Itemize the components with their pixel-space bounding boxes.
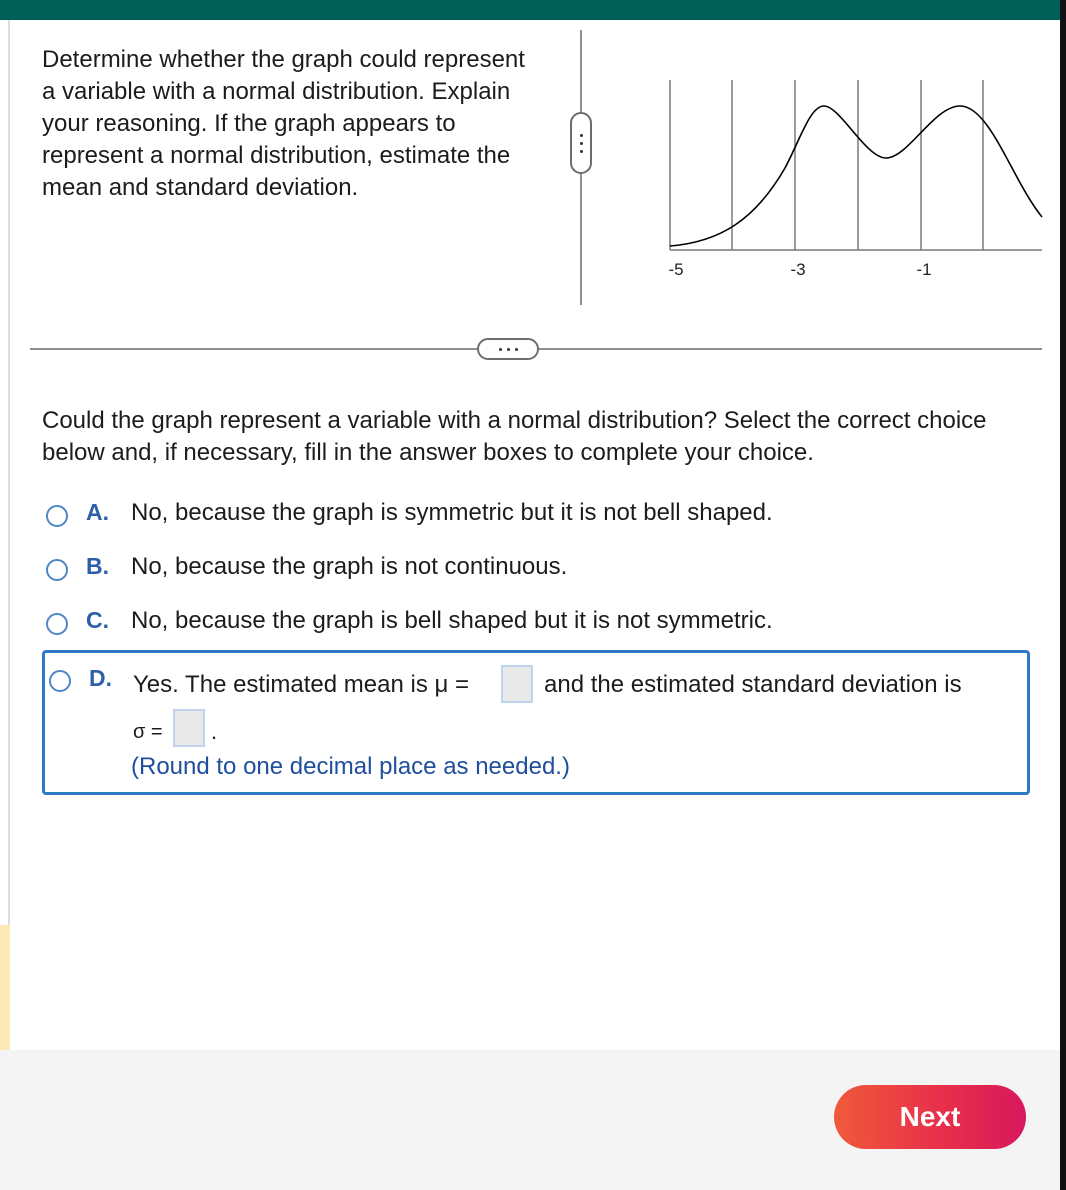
- left-accent-strip: [0, 925, 10, 1050]
- choice-text: No, because the graph is not continuous.: [131, 553, 568, 580]
- distribution-graph: [640, 60, 1060, 310]
- instruction-text: Could the graph represent a variable with a normal distribution? Select the correct choice below and, if necessary, fill in the answer boxes to complete your choice.: [42, 407, 987, 466]
- rounding-note: (Round to one decimal place as needed.): [131, 753, 570, 780]
- top-bar: [0, 0, 1066, 20]
- sigma-label: σ =: [133, 721, 163, 743]
- choice-letter: B.: [86, 553, 109, 579]
- choice-d[interactable]: [42, 650, 1030, 795]
- radio-button[interactable]: [46, 613, 68, 635]
- choice-text: Yes. The estimated mean is μ =: [133, 671, 470, 698]
- question-text: Determine whether the graph could represent a variable with a normal distribution. Explain your reasoning. If the graph appears to represent a normal distribution, estimate the mean and standard deviation.: [42, 46, 525, 201]
- left-border: [8, 20, 10, 1050]
- x-tick-label: -5: [668, 260, 684, 279]
- period: .: [211, 719, 218, 744]
- window-edge: [1060, 0, 1066, 1190]
- choice-c[interactable]: [42, 605, 942, 645]
- vertical-splitter-handle[interactable]: [570, 112, 592, 174]
- radio-button[interactable]: [49, 670, 71, 692]
- next-button[interactable]: Next: [834, 1085, 1026, 1149]
- radio-button[interactable]: [46, 559, 68, 581]
- choice-letter: D.: [89, 665, 112, 691]
- choice-letter: C.: [86, 607, 109, 633]
- choice-a[interactable]: [42, 497, 942, 537]
- x-tick-label: -1: [916, 260, 932, 279]
- mean-answer-box[interactable]: [501, 665, 533, 703]
- choice-text: No, because the graph is symmetric but it is not bell shaped.: [131, 499, 773, 526]
- distribution-curve: [670, 106, 1042, 246]
- choice-b[interactable]: [42, 551, 942, 591]
- grid-lines: [670, 80, 983, 250]
- horizontal-splitter-handle[interactable]: [477, 338, 539, 360]
- x-tick-label: -3: [790, 260, 806, 279]
- choice-letter: A.: [86, 499, 109, 525]
- choice-text: No, because the graph is bell shaped but it is not symmetric.: [131, 607, 773, 634]
- radio-button[interactable]: [46, 505, 68, 527]
- std-dev-answer-box[interactable]: [173, 709, 205, 747]
- choice-text-continued: and the estimated standard deviation is: [544, 671, 962, 698]
